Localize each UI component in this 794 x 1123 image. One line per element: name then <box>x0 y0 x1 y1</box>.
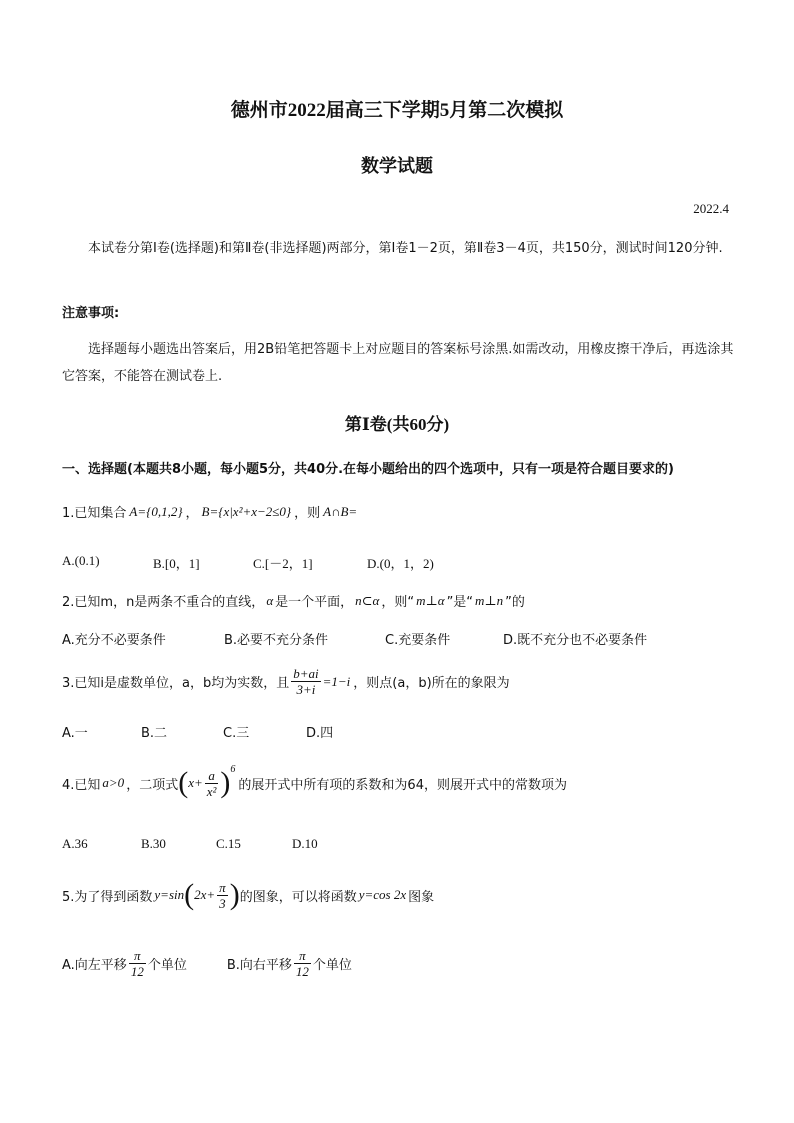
q1-set-b: B={x|x²+x−2≤0} <box>201 503 292 519</box>
q4-exponent: 6 <box>230 764 236 775</box>
q4-text-c: 的展开式中所有项的系数和为64，则展开式中的常数项为 <box>238 777 567 793</box>
q5-option-b-denominator: 12 <box>295 964 309 979</box>
q1-text-c: ，则 <box>294 506 321 521</box>
q5-option-b-numerator: π <box>294 948 311 964</box>
q2-perp-line: m⊥n <box>475 592 504 608</box>
q5-option-b-fraction <box>294 948 311 979</box>
q5-option-a-label: A.向左平移 <box>62 958 127 973</box>
q3-option-b: B.二 <box>141 726 168 741</box>
q2-option-d: D.既不充分也不必要条件 <box>503 633 648 648</box>
q2-option-c: C.充要条件 <box>385 633 451 648</box>
q2-text-e: ”的 <box>505 595 525 610</box>
q5-option-a-denominator: 12 <box>130 964 144 979</box>
q4-term-x: x+ <box>188 775 203 790</box>
q1-text-a: 1.已知集合 <box>62 506 127 521</box>
q1-set-a: A={0,1,2} <box>129 503 183 519</box>
question-4-stem <box>62 766 567 800</box>
q1-option-d: D.(0，1，2) <box>367 556 434 571</box>
q5-left-paren: ( <box>184 878 195 911</box>
q1-intersection: A∩B= <box>323 503 358 519</box>
question-3-stem <box>62 666 510 697</box>
q5-numerator: π <box>219 879 226 895</box>
q5-denominator: 3 <box>219 895 226 911</box>
q3-equals: =1−i <box>322 673 351 689</box>
q4-option-a: A.36 <box>62 836 88 851</box>
q5-option-a-fraction <box>129 948 146 979</box>
q5-right-paren: ) <box>229 878 240 911</box>
q2-text-c: ，则“ <box>381 595 415 610</box>
q2-option-a: A.充分不必要条件 <box>62 633 166 648</box>
notes-paragraph: 选择题每小题选出答案后，用2B铅笔把答题卡上对应题目的答案标号涂黑.如需改动，用橡皮擦干净后，再选涂其它答案，不能答在测试卷上. <box>62 342 734 384</box>
q4-text-b: ，二项式 <box>126 777 179 793</box>
q5-function: y=sin <box>154 887 185 902</box>
q4-fraction <box>205 768 219 799</box>
exam-date: 2022.4 <box>693 201 729 216</box>
q3-option-d: D.四 <box>306 726 334 741</box>
q1-text-b: ， <box>185 506 199 521</box>
section-heading: 一、选择题(本题共8小题，每小题5分，共40分.在每小题给出的四个选项中，只有一项是符合题目要求的) <box>62 462 675 477</box>
question-2-stem <box>62 591 525 610</box>
q3-option-c: C.三 <box>223 726 250 741</box>
q3-denominator: 3+i <box>296 682 316 697</box>
question-1-stem <box>62 502 357 521</box>
q1-option-a: A.(0.1) <box>62 553 100 568</box>
q3-fraction <box>291 666 320 697</box>
q4-option-c: C.15 <box>216 836 241 851</box>
q2-text-a: 2.已知m，n是两条不重合的直线， <box>62 595 265 610</box>
q1-option-b: B.[0，1] <box>153 556 200 571</box>
q5-text-a: 5.为了得到函数 <box>62 889 153 905</box>
q2-alpha: α <box>266 592 274 608</box>
intro-paragraph: 本试卷分第Ⅰ卷(选择题)和第Ⅱ卷(非选择题)两部分，第Ⅰ卷1－2页，第Ⅱ卷3－4页，共150分，测试时间120分钟. <box>88 241 723 256</box>
q3-text-b: ，则点(a，b)所在的象限为 <box>353 676 510 691</box>
notes-heading: 注意事项: <box>62 306 120 321</box>
q4-denominator: x² <box>206 783 217 799</box>
q4-numerator: a <box>205 768 219 784</box>
q5-option-b-unit: 个单位 <box>312 958 352 973</box>
q4-text-a: 4.已知 <box>62 777 101 793</box>
part1-heading: 第Ⅰ卷(共60分) <box>344 415 450 434</box>
q5-option-b-label: B.向右平移 <box>226 958 292 973</box>
q5-fraction <box>217 880 228 911</box>
q4-option-b: B.30 <box>141 836 166 851</box>
q2-text-b: 是一个平面， <box>275 595 354 610</box>
q5-option-a-numerator: π <box>129 948 146 964</box>
q2-perp-plane: m⊥α <box>416 592 445 608</box>
q4-condition: a>0 <box>102 775 125 790</box>
q2-option-b: B.必要不充分条件 <box>224 633 329 648</box>
q2-text-d: ”是“ <box>446 595 474 610</box>
q1-option-c: C.[－2，1] <box>253 556 313 571</box>
q2-subset: n⊂α <box>355 592 380 608</box>
q5-cos-function: y=cos 2x <box>358 887 407 902</box>
q5-text-c: 图象 <box>408 889 435 905</box>
q5-term: 2x+ <box>194 887 216 902</box>
q3-text-a: 3.已知i是虚数单位，a，b均为实数，且 <box>62 676 290 691</box>
q4-left-paren: ( <box>178 766 189 799</box>
q3-numerator: b+ai <box>293 666 319 681</box>
question-5-options <box>62 948 352 979</box>
q3-option-a: A.一 <box>62 726 88 741</box>
q4-right-paren: ) <box>220 766 231 799</box>
q4-option-d: D.10 <box>292 836 318 851</box>
q5-text-b: 的图象，可以将函数 <box>239 889 357 905</box>
q5-option-a-unit: 个单位 <box>147 958 187 973</box>
exam-title: 德州市2022届高三下学期5月第二次模拟 <box>230 100 564 121</box>
exam-subtitle: 数学试题 <box>361 156 433 176</box>
question-5-stem <box>62 878 434 912</box>
